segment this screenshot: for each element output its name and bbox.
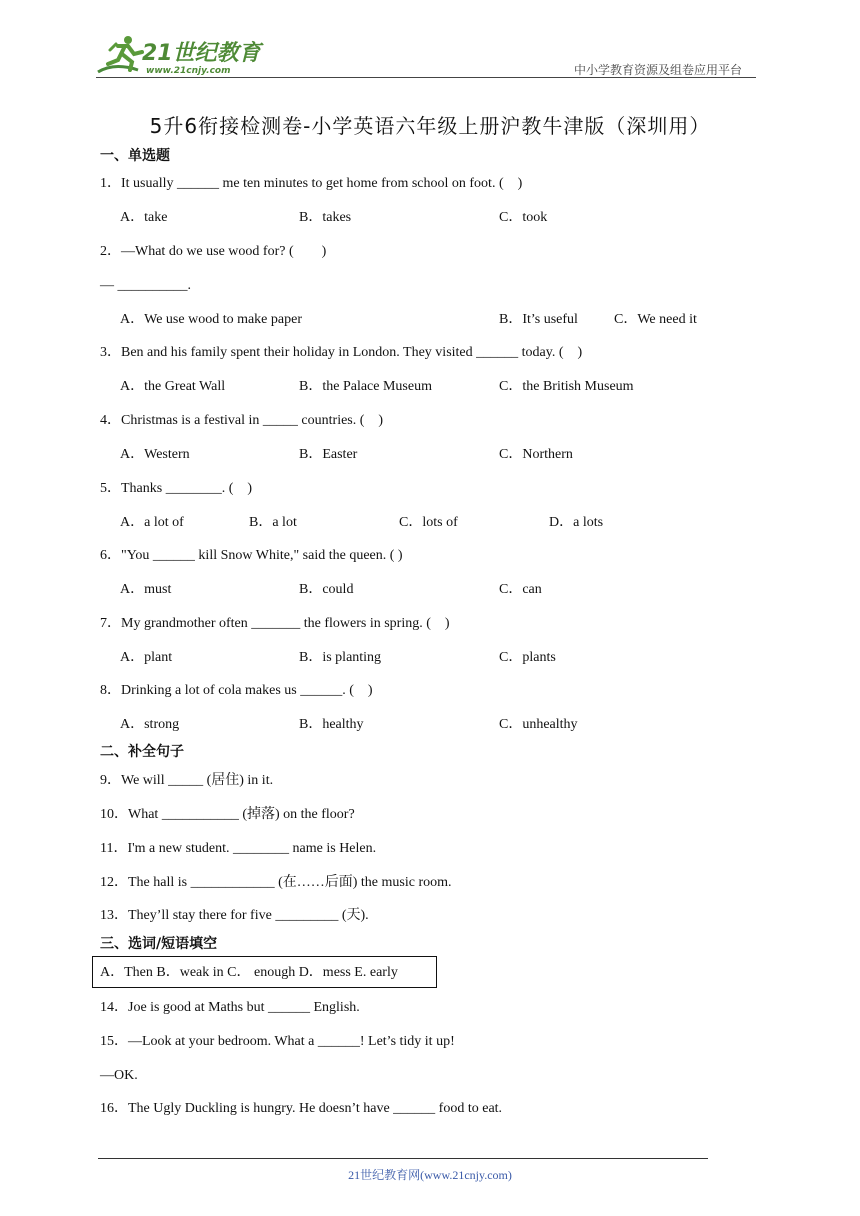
question-1-option-c: C．took <box>499 210 548 225</box>
question-15-reply: —OK. <box>100 1068 138 1083</box>
question-7-option-a: A．plant <box>120 650 173 665</box>
footer-divider <box>98 1158 708 1159</box>
section-heading-complete-sentences: 二、补全句子 <box>100 744 184 760</box>
page-title: 5升6衔接检测卷-小学英语六年级上册沪教牛津版（深圳用） <box>149 114 711 138</box>
question-2-option-a: A．We use wood to make paper <box>120 312 302 327</box>
question-3-option-b: B．the Palace Museum <box>299 379 432 394</box>
question-3-option-a: A．the Great Wall <box>120 379 226 394</box>
question-8-option-b: B．healthy <box>299 717 364 732</box>
question-8-stem: 8．Drinking a lot of cola makes us ______. ( ) <box>100 683 373 698</box>
question-2-option-b: B．It’s useful <box>499 312 578 327</box>
question-7-stem: 7．My grandmother often _______ the flowers in spring. ( ) <box>100 616 450 631</box>
word-bank-text: A．Then B．weak in C． enough D．mess E. early <box>100 965 398 980</box>
question-6-option-c: C．can <box>499 582 542 597</box>
question-8-option-c: C．unhealthy <box>499 717 578 732</box>
question-11: 11．I'm a new student. ________ name is Helen. <box>100 841 377 856</box>
question-5-option-c: C．lots of <box>399 515 458 530</box>
question-5-option-d: D．a lots <box>549 515 604 530</box>
question-7-option-b: B．is planting <box>299 650 382 665</box>
question-1-option-a: A．take <box>120 210 168 225</box>
question-2-answer-line: — __________. <box>100 278 191 293</box>
header-platform-text: 中小学教育资源及组卷应用平台 <box>574 63 743 77</box>
question-7-option-c: C．plants <box>499 650 556 665</box>
question-13: 13．They’ll stay there for five _________ (天). <box>100 908 369 923</box>
question-12: 12．The hall is ____________ (在……后面) the music room. <box>100 875 452 890</box>
header-divider <box>96 77 756 78</box>
question-4-option-b: B．Easter <box>299 447 358 462</box>
question-6-option-b: B．could <box>299 582 354 597</box>
question-10: 10．What ___________ (掉落) on the floor? <box>100 807 355 822</box>
question-4-stem: 4．Christmas is a festival in _____ countries. ( ) <box>100 413 384 428</box>
question-5-option-b: B．a lot <box>249 515 297 530</box>
question-8-option-a: A．strong <box>120 717 180 732</box>
question-6-stem: 6．"You ______ kill Snow White," said the queen. ( ) <box>100 548 403 563</box>
question-4-option-a: A．Western <box>120 447 190 462</box>
question-9: 9．We will _____ (居住) in it. <box>100 773 274 788</box>
question-16: 16．The Ugly Duckling is hungry. He doesn’t have ______ food to eat. <box>100 1101 503 1116</box>
footer-link[interactable]: 21世纪教育网(www.21cnjy.com) <box>348 1168 512 1182</box>
question-1-option-b: B．takes <box>299 210 352 225</box>
question-5-option-a: A．a lot of <box>120 515 184 530</box>
section-heading-word-fill: 三、选词/短语填空 <box>100 936 218 952</box>
question-6-option-a: A．must <box>120 582 172 597</box>
svg-text:21世纪教育: 21世纪教育 <box>142 41 261 66</box>
brand-logo <box>94 32 264 78</box>
question-3-option-c: C．the British Museum <box>499 379 634 394</box>
question-4-option-c: C．Northern <box>499 447 573 462</box>
question-14: 14．Joe is good at Maths but ______ English. <box>100 1000 360 1015</box>
runner-logo-icon <box>94 32 264 78</box>
question-15: 15．—Look at your bedroom. What a ______! Let’s tidy it up! <box>100 1034 455 1049</box>
question-3-stem: 3．Ben and his family spent their holiday in London. They visited ______ today. ( ) <box>100 345 583 360</box>
question-1-stem: 1．It usually ______ me ten minutes to get home from school on foot. ( ) <box>100 176 523 191</box>
question-2-option-c: C．We need it <box>614 312 697 327</box>
section-heading-single-choice: 一、单选题 <box>100 148 170 164</box>
svg-text:www.21cnjy.com: www.21cnjy.com <box>146 66 231 76</box>
question-2-stem: 2．—What do we use wood for? ( ) <box>100 244 327 259</box>
question-5-stem: 5．Thanks ________. ( ) <box>100 481 253 496</box>
